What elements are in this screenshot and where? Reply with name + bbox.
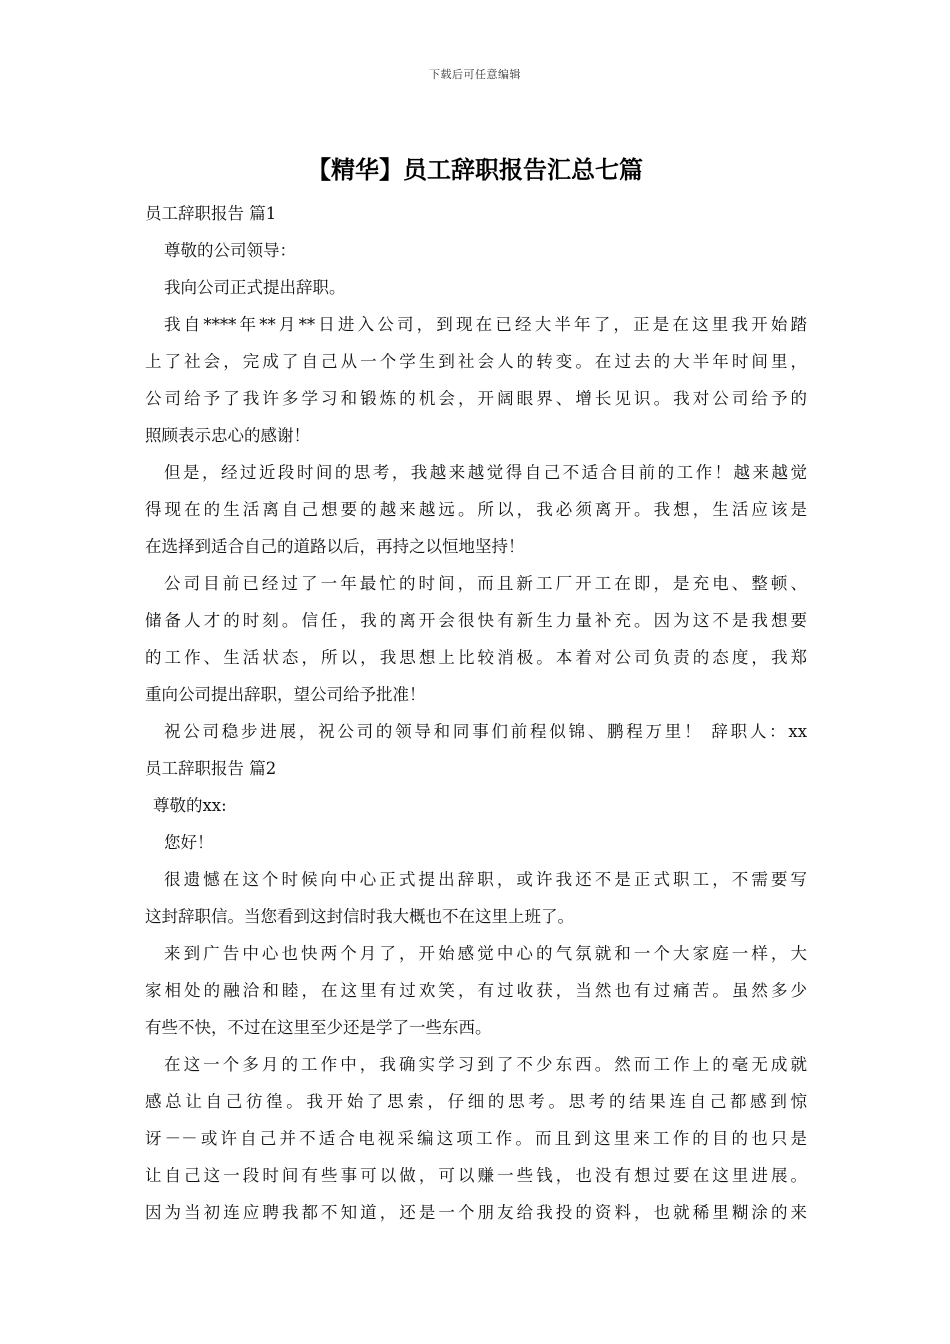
paragraph-line: 讶－－或许自己并不适合电视采编这项工作。而且到这里来工作的目的也只是 <box>145 1129 807 1148</box>
paragraph-line: 的工作、生活状态，所以，我思想上比较消极。本着对公司负责的态度，我郑 <box>145 648 807 667</box>
paragraph-line: 我向公司正式提出辞职。 <box>164 278 346 297</box>
paragraph-line: 有些不快，不过在这里至少还是学了一些东西。 <box>145 1018 492 1037</box>
paragraph-line: 在这一个多月的工作中，我确实学习到了不少东西。然而工作上的毫无成就 <box>164 1055 807 1074</box>
section-heading: 员工辞职报告 篇1 <box>145 204 277 223</box>
paragraph-line: 在选择到适合自己的道路以后，再持之以恒地坚持！ <box>145 537 525 556</box>
document-body <box>145 195 807 1231</box>
section-heading: 员工辞职报告 篇2 <box>145 759 277 778</box>
paragraph-line: 让自己这一段时间有些事可以做，可以赚一些钱，也没有想过要在这里进展。 <box>145 1166 807 1185</box>
paragraph-line: 我自****年**月**日进入公司，到现在已经大半年了，正是在这里我开始踏 <box>164 315 807 334</box>
paragraph-line: 很遗憾在这个时候向中心正式提出辞职，或许我还不是正式职工，不需要写 <box>164 870 807 889</box>
paragraph-line: 因为当初连应聘我都不知道，还是一个朋友给我投的资料，也就稀里糊涂的来 <box>145 1203 807 1222</box>
paragraph-line: 公司目前已经过了一年最忙的时间，而且新工厂开工在即，是充电、整顿、 <box>164 574 807 593</box>
paragraph-line: 祝公司稳步进展，祝公司的领导和同事们前程似锦、鹏程万里！ 辞职人：xx <box>164 722 807 741</box>
salutation: 尊敬的xx: <box>153 796 227 815</box>
page-header-note: 下载后可任意编辑 <box>429 68 521 81</box>
paragraph-line: 得现在的生活离自己想要的越来越远。所以，我必须离开。我想，生活应该是 <box>145 500 807 519</box>
paragraph-line: 这封辞职信。当您看到这封信时我大概也不在这里上班了。 <box>145 907 574 926</box>
paragraph-line: 照顾表示忠心的感谢！ <box>145 426 310 445</box>
paragraph-line: 重向公司提出辞职，望公司给予批准！ <box>145 685 426 704</box>
paragraph-line: 家相处的融洽和睦，在这里有过欢笑，有过收获，当然也有过痛苦。虽然多少 <box>145 981 807 1000</box>
paragraph-line: 但是，经过近段时间的思考，我越来越觉得自己不适合目前的工作！越来越觉 <box>164 463 807 482</box>
paragraph-line: 来到广告中心也快两个月了，开始感觉中心的气氛就和一个大家庭一样，大 <box>164 944 807 963</box>
paragraph-line: 上了社会，完成了自己从一个学生到社会人的转变。在过去的大半年时间里， <box>145 352 807 371</box>
salutation: 尊敬的公司领导： <box>164 241 296 260</box>
paragraph-line: 公司给予了我许多学习和锻炼的机会，开阔眼界、增长见识。我对公司给予的 <box>145 389 807 408</box>
paragraph-line: 感总让自己彷徨。我开始了思索，仔细的思考。思考的结果连自己都感到惊 <box>145 1092 807 1111</box>
document-title: 【精华】员工辞职报告汇总七篇 <box>307 155 643 184</box>
paragraph-line: 储备人才的时刻。信任，我的离开会很快有新生力量补充。因为这不是我想要 <box>145 611 807 630</box>
paragraph-line: 您好！ <box>164 833 214 852</box>
